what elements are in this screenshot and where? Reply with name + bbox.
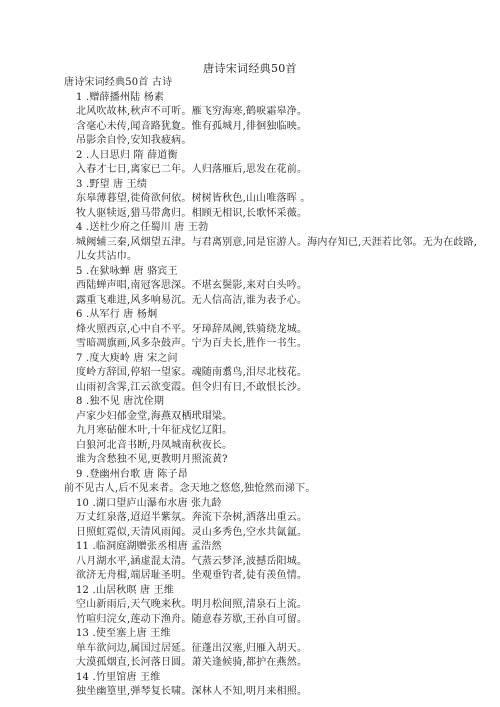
poem-line: 吊影余自怜,安知我疲病。 [76,135,192,146]
poem-heading: 13 .使至塞上唐 王维 [76,628,171,639]
poem-line: 城阙辅三秦,风烟望五津。与君离别意,同是宦游人。海内存知已,天涯若比邻。无为在歧路,儿女共沾巾。 [76,236,478,262]
poem-line: 含毫心未传,闻音路犹夐。惟有孤城月,徘徊独临映。 [76,120,308,132]
poem-line: 前不见古人,后不见来者。念天地之悠悠,独怆然而涕下。 [64,483,316,494]
poem-list [64,91,484,700]
poem-line: 万丈红泉落,迢迢半紫氛。奔流下杂树,洒落出重云。 [76,512,308,523]
poem-line: 雪暗凋旗画,风多杂鼓声。宁为百夫长,胜作一书生。 [76,338,308,349]
poem-heading: 5 .在狱咏蝉 唐 骆宾王 [76,265,178,277]
poem-line: 入春才七日,离家已二年。人归落雁后,思发在花前。 [76,164,308,175]
poem-line: 牧人驱犊返,猎马带禽归。相顾无相识,长歌怀采薇。 [76,207,308,219]
poem-line: 大漠孤烟直,长河落日圆。萧关逢候骑,都护在燕然。 [76,657,308,668]
poem-heading: 8 .独不见 唐沈佺期 [76,396,165,407]
poem-heading: 6 .从军行 唐 杨炯 [76,309,158,320]
poem-line: 竹喧归浣女,莲动下渔舟。随意春芳歇,王孙自可留。 [76,613,308,625]
poem-heading: 3 .野望 唐 王绩 [76,178,148,190]
poem-line: 欲济无舟楫,端居耻圣明。坐观垂钓者,徒有羡鱼情。 [76,570,308,581]
poem-line: 独坐幽篁里,弹琴复长啸。深林人不知,明月来相照。 [76,686,308,697]
poem-line: 九月寒砧催木叶,十年征戍忆辽阳。 [76,425,233,436]
poem-heading: 14 .竹里馆唐 王维 [76,671,161,683]
poem-line: 谁为含愁独不见,更教明月照流黄? [76,454,228,465]
poem-line: 卢家少妇郁金堂,海燕双栖玳瑁梁。 [76,410,233,422]
poem-line: 空山新雨后,天气晚来秋。明月松间照,清泉石上流。 [76,599,308,610]
poem-line: 白狼河北音书断,丹凤城南秋夜长。 [76,439,233,451]
poem-line: 西陆蝉声唱,南冠客思深。不堪玄鬓影,来对白头吟。 [76,280,308,291]
poem-heading: 7 .度大庾岭 唐 宋之问 [76,352,178,364]
poem-line: 山雨初含霁,江云欲变霞。但令归有日,不敢恨长沙。 [76,381,308,393]
poem-heading: 2 .人日思归 隋 薛道衡 [76,149,178,161]
poem-line: 烽火照西京,心中自不平。牙璋辞凤阙,铁骑绕龙城。 [76,323,308,335]
poem-line: 露重飞难进,风多响易沉。无人信高洁,谁为表予心。 [76,294,308,306]
poem-heading: 11 .临洞庭湖赠张丞相唐 孟浩然 [76,541,222,552]
poem-line: 单车欲问边,属国过居延。征蓬出汉塞,归雁入胡天。 [76,642,308,654]
poem-line: 东皋薄暮望,徙倚欲何依。树树皆秋色,山山唯落晖 。 [76,193,311,204]
poem-line: 日照虹霓似,天清风雨闻。灵山多秀色,空水共氤氲。 [76,526,308,538]
poem-line: 度岭方辞国,停轺一望家。魂随南翥鸟,泪尽北枝花。 [76,367,308,378]
poem-heading: 1 .赠薛播州陆 杨素 [76,91,165,103]
poem-line: 八月湖水平,涵虚混太清。气蒸云梦泽,波撼岳阳城。 [76,555,308,567]
poem-line: 北风吹故林,秋声不可听。雁飞穷海寒,鹤唳霜皋净。 [76,106,308,117]
document-title: 唐诗宋词经典50首 [203,62,297,75]
document-body [64,76,484,700]
document-subtitle: 唐诗宋词经典50首 古诗 [64,77,173,88]
poem-heading: 12 .山居秋暝 唐 王维 [76,584,175,596]
poem-heading: 9 .登幽州台歌 唐 陈子昂 [76,468,188,480]
poem-heading: 10 .湖口望庐山瀑布水唐 张九龄 [76,497,222,509]
poem-heading: 4 .送杜少府之任蜀川 唐 王勃 [76,222,209,233]
